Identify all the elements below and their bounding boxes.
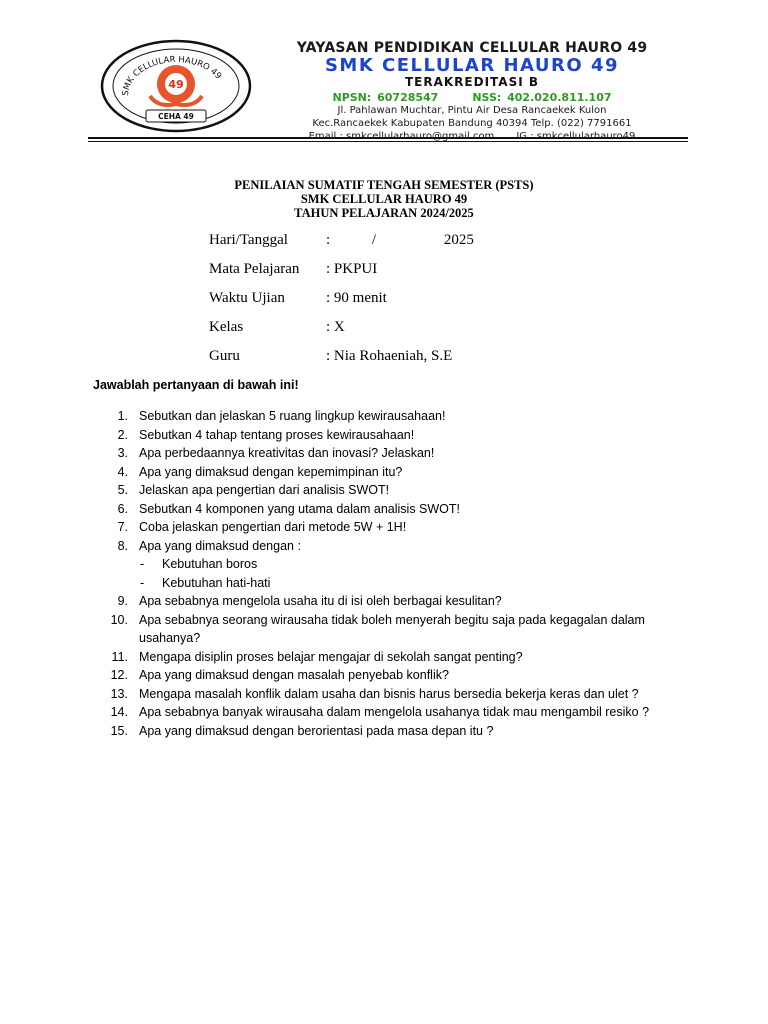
question-number: 3. bbox=[117, 446, 128, 460]
question-number: 9. bbox=[117, 594, 128, 608]
question-text: Apa sebabnya seorang wirausaha tidak boleh menyerah begitu saja pada kegagalan dalam usahanya? bbox=[139, 612, 645, 645]
sub-dash: - bbox=[140, 575, 145, 590]
school-logo bbox=[98, 38, 254, 134]
date-value bbox=[326, 232, 474, 249]
sub-text: Kebutuhan boros bbox=[162, 557, 258, 571]
address-line-2: Kec.Rancaekek Kabupaten Bandung 40394 Telp. (022) 7791661 bbox=[312, 118, 632, 129]
question-text: Apa yang dimaksud dengan : bbox=[139, 538, 301, 553]
accreditation: TERAKREDITASI B bbox=[404, 75, 540, 89]
title-line-2: SMK CELLULAR HAURO 49 bbox=[300, 192, 468, 206]
question-list bbox=[100, 407, 680, 740]
subject-value: : PKPUI bbox=[326, 261, 378, 277]
question-item bbox=[100, 537, 680, 556]
question-number: 7. bbox=[117, 520, 128, 534]
title-line-3: TAHUN PELAJARAN 2024/2025 bbox=[294, 206, 474, 220]
instruction: Jawablah pertanyaan di bawah ini! bbox=[93, 378, 299, 392]
question-item bbox=[100, 444, 680, 463]
question-number: 5. bbox=[117, 483, 128, 497]
time-label: Waktu Ujian bbox=[209, 290, 285, 306]
question-text: Apa sebabnya mengelola usaha itu di isi oleh berbagai kesulitan? bbox=[139, 594, 502, 608]
question-item bbox=[100, 500, 680, 519]
question-text: Apa sebabnya banyak wirausaha dalam mengelola usahanya tidak mau mengambil resiko ? bbox=[139, 705, 650, 719]
address-line-1: Jl. Pahlawan Muchtar, Pintu Air Desa Rancaekek Kulon bbox=[337, 105, 607, 116]
logo-ribbon-text: CEHA 49 bbox=[158, 112, 194, 121]
question-text: Jelaskan apa pengertian dari analisis SWOT! bbox=[139, 483, 390, 497]
question-number: 2. bbox=[117, 427, 128, 442]
date-slash: / bbox=[371, 232, 377, 248]
exam-title bbox=[0, 178, 768, 220]
question-text: Apa perbedaannya kreativitas dan inovasi? Jelaskan! bbox=[139, 446, 435, 460]
question-text: Sebutkan 4 komponen yang utama dalam analisis SWOT! bbox=[139, 501, 461, 516]
npsn: NPSN: 60728547 bbox=[332, 91, 439, 104]
subject-label: Mata Pelajaran bbox=[209, 261, 300, 277]
question-number: 12. bbox=[110, 668, 128, 682]
question-number: 8. bbox=[117, 538, 128, 553]
sub-text: Kebutuhan hati-hati bbox=[162, 575, 271, 590]
question-text: Apa yang dimaksud dengan berorientasi pada masa depan itu ? bbox=[139, 723, 494, 738]
question-number: 4. bbox=[117, 464, 128, 479]
question-number: 15. bbox=[110, 723, 128, 738]
question-text: Coba jelaskan pengertian dari metode 5W + 1H! bbox=[139, 520, 407, 534]
time-value: : 90 menit bbox=[326, 290, 387, 306]
registration-numbers bbox=[262, 91, 682, 104]
teacher-value: : Nia Rohaeniah, S.E bbox=[326, 348, 453, 364]
title-line-1: PENILAIAN SUMATIF TENGAH SEMESTER (PSTS) bbox=[234, 178, 534, 192]
date-year: 2025 bbox=[443, 232, 474, 248]
question-item bbox=[100, 685, 680, 704]
question-number: 1. bbox=[117, 409, 128, 423]
question-number: 14. bbox=[110, 705, 128, 719]
question-item bbox=[100, 592, 680, 611]
date-colon: : bbox=[326, 232, 331, 248]
question-text: Mengapa disiplin proses belajar mengajar di sekolah sangat penting? bbox=[139, 649, 523, 664]
letterhead-text bbox=[262, 40, 682, 143]
question-item bbox=[100, 703, 680, 722]
logo-ring-text: SMK CELLULAR HAURO 49 bbox=[120, 54, 224, 97]
divider-thick bbox=[88, 137, 688, 139]
school-name: SMK CELLULAR HAURO 49 bbox=[324, 55, 620, 76]
question-number: 11. bbox=[111, 649, 128, 664]
class-label: Kelas bbox=[209, 319, 244, 335]
question-item bbox=[100, 426, 680, 445]
question-item bbox=[100, 463, 680, 482]
divider-thin bbox=[88, 141, 688, 142]
foundation-name: YAYASAN PENDIDIKAN CELLULAR HAURO 49 bbox=[296, 40, 648, 56]
question-text: Apa yang dimaksud dengan kepemimpinan itu? bbox=[139, 464, 403, 479]
logo-number: 49 bbox=[168, 78, 184, 91]
question-item bbox=[100, 407, 680, 426]
date-label: Hari/Tanggal bbox=[209, 232, 288, 248]
question-text: Mengapa masalah konflik dalam usaha dan bisnis harus bersedia bekerja keras dan ulet ? bbox=[139, 686, 639, 701]
nss: NSS: 402.020.811.107 bbox=[472, 91, 612, 104]
sub-dash: - bbox=[140, 557, 145, 571]
question-item bbox=[100, 648, 680, 667]
question-item bbox=[100, 481, 680, 500]
question-text: Sebutkan dan jelaskan 5 ruang lingkup kewirausahaan! bbox=[139, 409, 446, 423]
question-text: Apa yang dimaksud dengan masalah penyebab konflik? bbox=[139, 668, 449, 682]
question-number: 6. bbox=[117, 501, 128, 516]
question-number: 10. bbox=[110, 612, 128, 627]
teacher-label: Guru bbox=[209, 348, 240, 364]
sub-item bbox=[100, 555, 680, 574]
question-item bbox=[100, 722, 680, 741]
question-item bbox=[100, 666, 680, 685]
question-item bbox=[100, 518, 680, 537]
question-number: 13. bbox=[110, 686, 128, 701]
class-value: : X bbox=[326, 319, 345, 335]
letterhead bbox=[0, 0, 768, 145]
question-item bbox=[100, 611, 680, 648]
sub-item bbox=[100, 574, 680, 593]
question-text: Sebutkan 4 tahap tentang proses kewirausahaan! bbox=[139, 427, 415, 442]
